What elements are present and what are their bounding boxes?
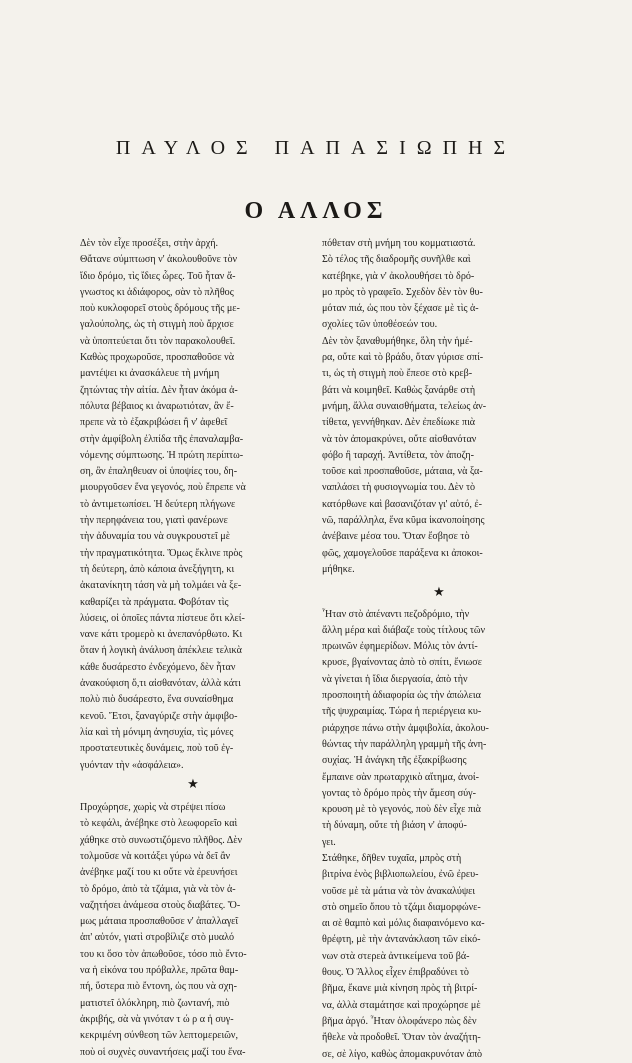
text-line: συχίας. Ἡ ἀνάγκη τῆς ἐξακρίβωσης xyxy=(322,755,467,767)
text-line: ἀνέβηκε μαζί του κι οὔτε νὰ ἐρευνήσει xyxy=(80,867,238,879)
text-line: κατόρθωνε καὶ βασανιζόταν γι' αὐτό, ἐ- xyxy=(322,498,483,510)
text-line: τι, ὡς τὴ στιγμὴ ποὺ ἔπεσε στὸ κρεβ- xyxy=(322,368,473,380)
text-line: βάτι νὰ κοιμηθεῖ. Καθὼς ξανάρθε στὴ xyxy=(322,384,476,396)
text-line: ἴδιο δρόμο, τὶς ἴδιες ὧρες. Τοῦ ἦταν ἄ- xyxy=(80,270,236,282)
section-separator-star: ★ xyxy=(187,775,199,791)
text-line: ματιστεῖ ὁλόκληρη, πιὸ ζωντανή, πιὸ xyxy=(80,997,230,1009)
author-name: ΠΑΥΛΟΣ ΠΑΠΑΣΙΩΠΗΣ xyxy=(115,137,517,160)
text-line: ἀνέβαινε μέσα του. Ὅταν ἔσβησε τὸ xyxy=(322,531,470,543)
text-line: μήθηκε. xyxy=(322,563,355,575)
text-line: Στάθηκε, δῆθεν τυχαῖα, μπρὸς στὴ xyxy=(322,852,462,864)
text-line: ποὺ κυκλοφορεῖ στοὺς δρόμους τῆς με- xyxy=(80,303,240,315)
text-line: νὰ ὑποπτεύεται ὅτι τὸν παρακολουθεῖ. xyxy=(80,335,236,347)
text-line: θώντας τὴν παράλληλη γραμμὴ τῆς ἀνη- xyxy=(322,738,487,750)
text-line: ἔμπαινε σὰν πρωταρχικὸ αἴτημα, ἀνοί- xyxy=(322,771,479,783)
text-line: ἀκατανίκητη τάση νὰ μὴ τολμάει νὰ ξε- xyxy=(80,580,242,592)
left-text-block-2 xyxy=(80,800,306,1061)
text-line: αι σὲ θαμπὸ καὶ μόλις διαφαινόμενο κα- xyxy=(322,918,485,930)
text-line: γει. xyxy=(322,836,336,848)
text-line: τὴ δύναμη, οὔτε τὴ βιάση ν' ἀποφύ- xyxy=(322,820,467,832)
text-line: γυόνταν τὴν «ἀσφάλεια». xyxy=(80,759,184,771)
text-line: ὅταν ἡ λογικὴ ἀνάλυση ἀπέκλειε τελικὰ xyxy=(80,645,242,657)
right-text-block-2 xyxy=(322,607,556,1063)
text-line: κεκριμένη σύνθεση τῶν λεπτομερειῶν, xyxy=(80,1030,238,1042)
text-line: νοῦσε μὲ τὰ μάτια νὰ τὸν ἀνακαλύψει xyxy=(322,885,476,897)
text-line: Θἄτανε σύμπτωση ν' ἀκολουθοῦνε τὸν xyxy=(80,254,238,266)
text-line: στὴν ἀμφίβολη ἐλπίδα τῆς ἐπαναλαμβα- xyxy=(80,433,244,445)
text-line: προσποιητὴ ἀδιαφορία ὡς τὴν ἀπώλεια xyxy=(322,690,481,702)
text-line: προστατευτικὲς δυνάμεις, ποὺ τοῦ ἐγ- xyxy=(80,743,234,755)
text-line: φῶς, χαμογελοῦσε παράξενα κι ἀποκοι- xyxy=(322,547,483,559)
section-separator-star: ★ xyxy=(433,584,445,600)
text-line: ριάρχησε πάνω στὴν ἀμφιβολία, ἀκολου- xyxy=(322,722,489,734)
text-line: τὸ ἀντιμετωπίσει. Ἡ δεύτερη πλήγωνε xyxy=(80,498,236,510)
text-line: θρέφτη, μὲ τὴν ἀντανάκλαση τῶν εἰκό- xyxy=(322,934,481,946)
text-line: ρα, οὔτε καὶ τὸ βράδυ, ὅταν γύρισε σπί- xyxy=(322,352,484,364)
text-line: ποὺ οἱ συχνὲς συναντήσεις μαζί του ἔνα- xyxy=(80,1046,246,1058)
text-line: νὰ γίνεται ἡ ἴδια διεργασία, ἀπὸ τὴν xyxy=(322,673,468,685)
text-line: νῶ, παράλληλα, ἕνα κῦμα ἱκανοποίησης xyxy=(322,515,485,527)
text-line: ἤθελε νὰ προδοθεῖ. Ὅταν τὸν ἀναζήτη- xyxy=(322,1032,481,1044)
text-line: μνήμη, ἄλλα συναισθήματα, τελείως ἀν- xyxy=(322,400,487,412)
text-line: σχολίες τῶν ὑποθέσεών του. xyxy=(322,319,438,331)
text-line: νων στὰ στερεὰ ἀντικείμενα τοῦ βά- xyxy=(322,950,470,962)
text-line: ἀνακούφιση ὅ,τι αἰσθανόταν, ἀλλὰ κάτι xyxy=(80,678,241,690)
text-line: χάθηκε στὸ συνωστιζόμενο πλῆθος. Δὲν xyxy=(80,834,243,846)
text-line: τὸ κεφάλι, ἀνέβηκε στὸ λεωφορεῖο καὶ xyxy=(80,818,238,830)
text-line: πολὺ πιὸ δυσάρεστο, ἕνα συναίσθημα xyxy=(80,694,234,706)
text-line: μαντέψει κι ἀνασκάλευε τὴ μνήμη xyxy=(80,368,220,380)
text-line: Ἦταν στὸ ἀπέναντι πεζοδρόμιο, τὴν xyxy=(322,608,470,620)
text-line: βιτρίνα ἑνὸς βιβλιοπωλείου, ἐνῶ ἐρευ- xyxy=(322,869,479,881)
text-line: ζητώντας τὴν αἰτία. Δὲν ἦταν ἀκόμα ἀ- xyxy=(80,384,238,396)
text-line: πόθεταν στὴ μνήμη του κομματιαστά. xyxy=(322,238,476,249)
text-line: μόταν πιά, ὡς που τὸν ξέχασε μὲ τὶς ἀ- xyxy=(322,303,479,315)
text-line: πρεπε νὰ τὸ ἐξακριβώσει ἢ ν' ἀφεθεῖ xyxy=(80,417,228,429)
text-line: μο πρὸς τὸ γραφεῖο. Σχεδὸν δὲν τὸν θυ- xyxy=(322,286,483,298)
text-line: μως μάταια προσπαθοῦσε ν' ἀπαλλαγεῖ xyxy=(80,916,239,928)
text-line: γνωστος κι ἀδιάφορος, σὰν τὸ πλῆθος xyxy=(80,286,234,298)
text-line: του κι ὅσο τὸν ἀπωθοῦσε, τόσο πιὸ ἔντο- xyxy=(80,948,247,960)
text-line: νόμενης σύμπτωσης. Ἡ πρώτη περίπτω- xyxy=(80,449,244,461)
text-line: ναζητήσει ἀνάμεσα στοὺς διαβάτες. Ὅ- xyxy=(80,899,241,911)
text-line: τὴν περηφάνεια του, γιατὶ φανέρωνε xyxy=(80,515,228,527)
text-line: πή, ὕστερα πιὸ ἔντονη, ὡς που νὰ σχη- xyxy=(80,981,237,993)
text-line: νανε κάτι τρομερὸ κι ἀνεπανόρθωτο. Κι xyxy=(80,629,243,641)
text-line: τολμοῦσε νὰ κοιτάξει γύρω νὰ δεῖ ἂν xyxy=(80,850,231,862)
text-line: ἄλλη μέρα καὶ διάβαζε τοὺς τίτλους τῶν xyxy=(322,624,486,636)
text-line: κρυσε, βγαίνοντας ἀπὸ τὸ σπίτι, ἔνιωσε xyxy=(322,657,482,669)
text-line: κατέβηκε, γιὰ ν' ἀκολουθήσει τὸ δρό- xyxy=(322,270,475,282)
text-line: νὰ τὸν ἀπομακρύνει, οὔτε αἰσθανόταν xyxy=(322,433,477,445)
text-line: πόλυτα βέβαιος κι ἀναρωτιόταν, ἂν ἔ- xyxy=(80,400,234,412)
text-line: κενοῦ. Ἔτσι, ξαναγύριζε στὴν ἀμφιβο- xyxy=(80,710,238,722)
text-line: να ἡ εἰκόνα του πρόβαλλε, πρῶτα θαμ- xyxy=(80,965,239,977)
left-column xyxy=(80,236,306,1061)
text-line: ναπλάσει τὴ φυσιογνωμία του. Δὲν τὸ xyxy=(322,482,476,494)
text-line: τὸ δρόμο, ἀπὸ τὰ τζάμια, γιὰ νὰ τὸν ἀ- xyxy=(80,883,236,895)
text-line: ἀπ' αὐτόν, γιατὶ στροβίλιζε στὸ μυαλό xyxy=(80,932,235,944)
text-line: λύσεις, οἱ ὁποῖες πάντα πίστευε ὅτι κλεί- xyxy=(80,612,245,624)
text-line: Σὸ τέλος τῆς διαδρομῆς συνῆλθε καὶ xyxy=(322,254,471,266)
text-line: κρουση μὲ τὸ γεγονός, ποὺ δὲν εἶχε πιὰ xyxy=(322,804,481,816)
text-line: καθαρίζει τὰ πράγματα. Φοβόταν τὶς xyxy=(80,596,229,608)
text-line: τῆς ψυχραιμίας. Τώρα ἡ περιέργεια κυ- xyxy=(322,706,482,718)
text-line: Δὲν τὸν ξαναθυμήθηκε, ὅλη τὴν ἡμέ- xyxy=(322,335,473,347)
text-line: λία καὶ τὴ μόνιμη ἀνησυχία, τὶς μόνες xyxy=(80,726,234,738)
text-line: βῆμα ἀργό. Ἦταν ὁλοφάνερο πὼς δὲν xyxy=(322,1015,477,1027)
text-line: γοντας τὸ δρόμο πρὸς τὴν ἄμεση σύγ- xyxy=(322,787,476,799)
text-line: τὴν ἀδυναμία του νὰ συγκρουστεῖ μὲ xyxy=(80,531,230,543)
text-line: στὸ σημεῖο ὅπου τὸ τζάμι διαμορφώνε- xyxy=(322,901,481,913)
text-line: ἀκριβής, σὰ νὰ γινόταν τ ώ ρ α ἡ συγ- xyxy=(80,1013,234,1025)
right-text-block-1 xyxy=(322,236,556,578)
text-line: τὴν πραγματικότητα. Ὅμως ἔκλινε πρὸς xyxy=(80,547,243,559)
text-line: Δὲν τὸν εἶχε προσέξει, στὴν ἀρχή. xyxy=(80,238,219,249)
text-line: φόβο ἢ ταραχή. Ἀντίθετα, τὸν ἀποζη- xyxy=(322,449,474,461)
text-line: σε, σὲ λίγο, καθὼς ἀπομακρυνόταν ἀπὸ xyxy=(322,1048,483,1060)
text-line: τοῦσε καὶ προσπαθοῦσε, μάταια, νὰ ξα- xyxy=(322,466,483,478)
text-line: να, ἀλλὰ σταμάτησε καὶ προχώρησε μὲ xyxy=(322,999,481,1011)
text-line: πρωινῶν ἐφημερίδων. Μόλις τὸν ἀντί- xyxy=(322,641,478,653)
text-line: κάθε δυσάρεστο ἐνδεχόμενο, δὲν ἦταν xyxy=(80,661,236,673)
text-line: θους. Ὁ Ἄλλος εἶχεν ἐπιβραδύνει τὸ xyxy=(322,967,469,979)
text-line: γαλούπολης, ὡς τὴ στιγμὴ ποὺ ἄρχισε xyxy=(80,319,234,331)
text-line: Καθὼς προχωροῦσε, προσπαθοῦσε νὰ xyxy=(80,352,235,364)
text-line: τίθετα, γεννήθηκαν. Δὲν ἐπεδίωκε πιὰ xyxy=(322,417,476,429)
story-title: Ο ΑΛΛΟΣ xyxy=(244,197,388,224)
right-column xyxy=(322,236,556,1063)
text-line: Προχώρησε, χωρὶς νὰ στρέψει πίσω xyxy=(80,802,226,814)
text-line: μιουργοῦσεν ἕνα γεγονός, ποὺ ἔπρεπε νὰ xyxy=(80,482,246,494)
left-text-block-1 xyxy=(80,236,306,774)
text-line: ση, ἂν ἐπαληθευαν οἱ ὑποψίες του, δη- xyxy=(80,466,238,478)
text-line: βῆμα, ἔκανε μιὰ κίνηση πρὸς τὴ βιτρί- xyxy=(322,983,478,995)
text-line: τὴ δεύτερη, ἀπὸ κάποια ἀνεξήγητη, κι xyxy=(80,563,235,575)
